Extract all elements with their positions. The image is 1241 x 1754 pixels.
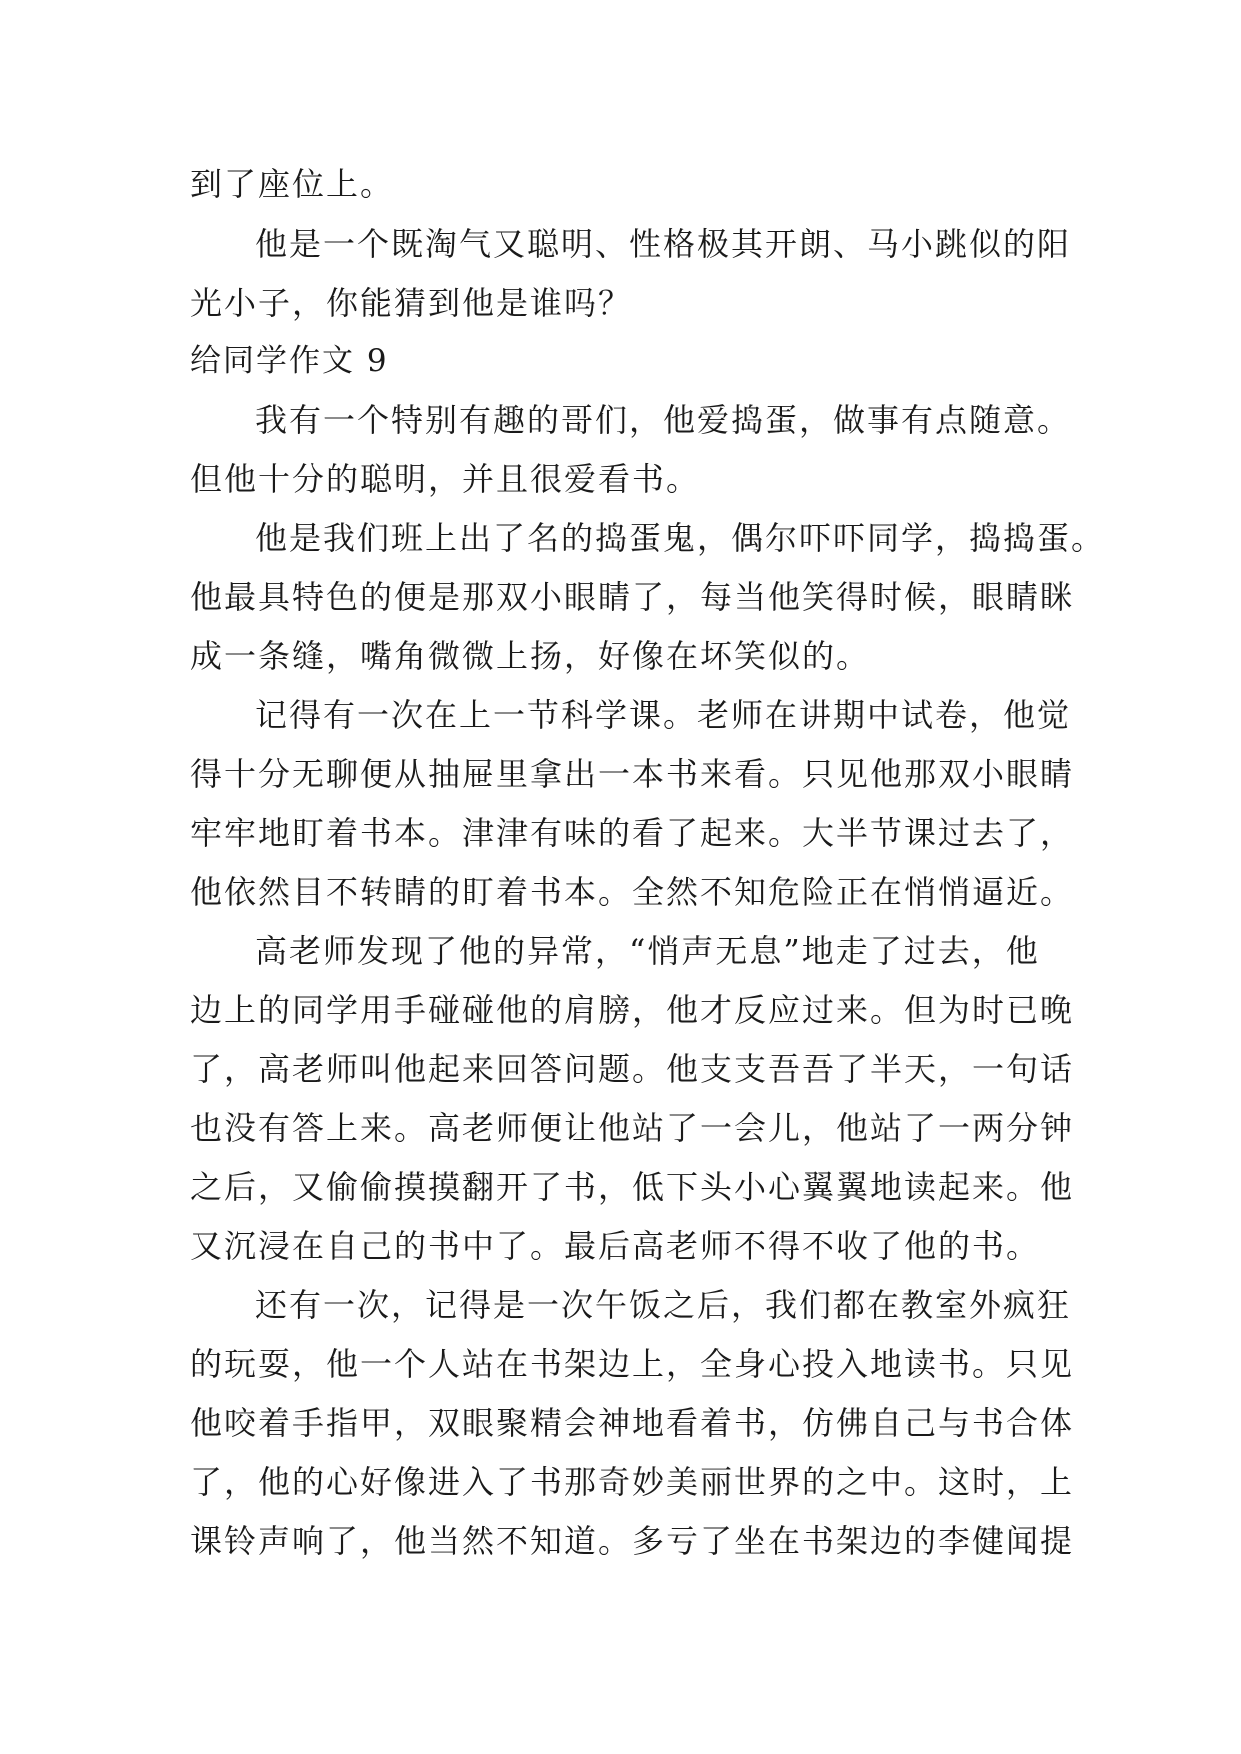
text-line: 了，他的心好像进入了书那奇妙美丽世界的之中。这时，上	[190, 1463, 1075, 1501]
text-line: 得十分无聊便从抽屉里拿出一本书来看。只见他那双小眼睛	[190, 755, 1075, 793]
text-line: 高老师发现了他的异常，“悄声无息”地走了过去，他	[255, 932, 1040, 970]
text-line: 还有一次，记得是一次午饭之后，我们都在教室外疯狂	[255, 1286, 1072, 1324]
text-line: 牢牢地盯着书本。津津有味的看了起来。大半节课过去了，	[190, 814, 1075, 852]
text-line: 他是一个既淘气又聪明、性格极其开朗、马小跳似的阳	[255, 225, 1072, 263]
text-line: 的玩耍，他一个人站在书架边上，全身心投入地读书。只见	[190, 1345, 1075, 1383]
text-line: 他依然目不转睛的盯着书本。全然不知危险正在悄悄逼近。	[190, 873, 1075, 911]
text-line: 光小子，你能猜到他是谁吗？	[190, 284, 633, 322]
text-line: 也没有答上来。高老师便让他站了一会儿，他站了一两分钟	[190, 1109, 1075, 1147]
text-line: 了，高老师叫他起来回答问题。他支支吾吾了半天，一句话	[190, 1050, 1075, 1088]
text-line: 但他十分的聪明，并且很爱看书。	[190, 460, 701, 498]
text-line: 课铃声响了，他当然不知道。多亏了坐在书架边的李健闻提	[190, 1522, 1075, 1560]
section-heading: 给同学作文 9	[190, 343, 389, 379]
text-line: 又沉浸在自己的书中了。最后高老师不得不收了他的书。	[190, 1227, 1041, 1265]
text-line: 他是我们班上出了名的捣蛋鬼，偶尔吓吓同学，捣捣蛋。	[255, 519, 1106, 557]
text-line: 我有一个特别有趣的哥们，他爱捣蛋，做事有点随意。	[255, 401, 1072, 439]
text-line: 成一条缝，嘴角微微上扬，好像在坏笑似的。	[190, 637, 871, 675]
text-line: 他咬着手指甲，双眼聚精会神地看着书，仿佛自己与书合体	[190, 1404, 1075, 1442]
text-line: 记得有一次在上一节科学课。老师在讲期中试卷，他觉	[255, 696, 1072, 734]
text-line: 边上的同学用手碰碰他的肩膀，他才反应过来。但为时已晚	[190, 991, 1075, 1029]
text-line: 到了座位上。	[190, 165, 395, 203]
text-line: 他最具特色的便是那双小眼睛了，每当他笑得时候，眼睛眯	[190, 578, 1075, 616]
text-line: 之后，又偷偷摸摸翻开了书，低下头小心翼翼地读起来。他	[190, 1168, 1075, 1206]
